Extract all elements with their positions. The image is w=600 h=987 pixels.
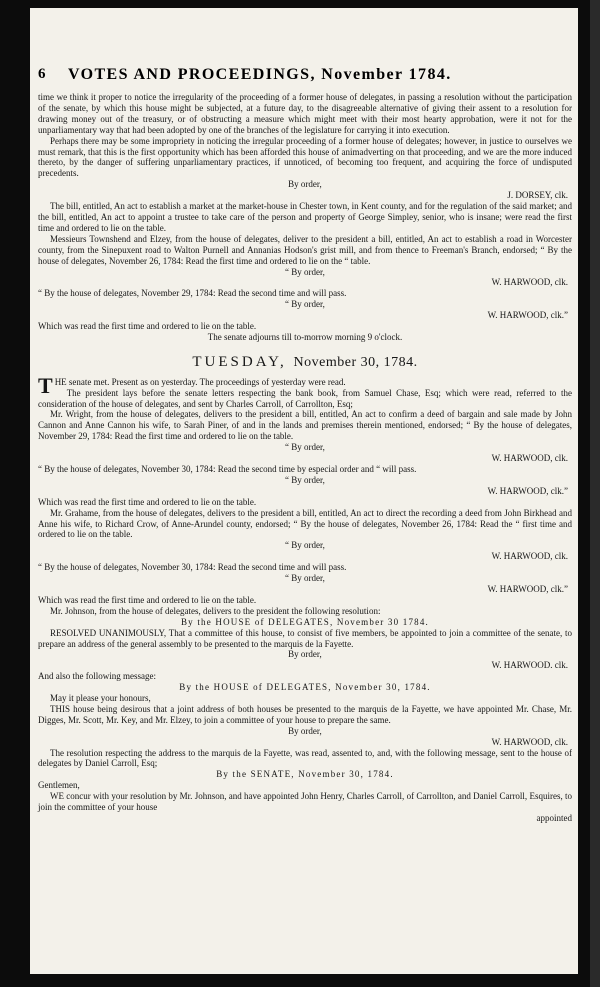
page-body bbox=[38, 92, 572, 824]
senate-heading: By the SENATE, November 30, 1784. bbox=[216, 769, 394, 780]
document-page bbox=[30, 8, 578, 974]
house-heading: By the HOUSE of DELEGATES, November 30 1784. bbox=[180, 616, 430, 627]
paragraph: The bill, entitled, An act to establish a market at the market-house in Chester town, in Kent county, and for the regulation of the said market; and the bill, entitled, An act to appoint a trustee to take care of the person and property of George Simpley, senior, who is insane; were read the first time and ordered to lie on the table. bbox=[38, 201, 572, 233]
paragraph: Perhaps there may be some impropriety in noticing the irregular proceeding of a former house of delegates; however, in justice to ourselves we must remark, that this is the first opportunity which has been afforded this house of animadverting on that proceeding, and we are the more induced thereto, by the danger of suffering unparliamentary practices, if unnoticed, of becoming too frequent, and acquiring the force of undisputed precedents. bbox=[38, 135, 572, 179]
drop-cap: T bbox=[38, 372, 53, 398]
by-order-line: By order, bbox=[288, 179, 322, 190]
by-order-line: “ By order, bbox=[285, 442, 325, 453]
paragraph: Mr. Johnson, from the house of delegates, delivers to the president the following resolution: bbox=[50, 605, 381, 616]
by-order-line: By order, bbox=[288, 649, 322, 660]
paragraph: “ By the house of delegates, November 30, 1784: Read the second time by especial order and “ will pass. bbox=[38, 464, 417, 474]
adjournment-line: The senate adjourns till to-morrow morning 9 o'clock. bbox=[207, 331, 403, 342]
house-heading: By the HOUSE of DELEGATES, November 30, 1784. bbox=[179, 682, 431, 693]
paragraph-text: HE senate met. Present as on yesterday. The proceedings of yesterday were read. bbox=[54, 376, 346, 387]
running-header bbox=[38, 64, 572, 88]
day-date: November 30, 1784. bbox=[293, 354, 418, 370]
by-order-line: “ By order, bbox=[285, 266, 325, 277]
paragraph: Which was read the first time and ordered to lie on the table. bbox=[38, 496, 257, 507]
paragraph: Mr. Grahame, from the house of delegates, delivers to the president a bill, entitled, An act to direct the recording a deed from John Birkhead and Anne his wife, to Richard Crow, of Anne-Arundel county, endorsed; “ By the house of delegates, November 26, 1784: Read the “ first time and ordered to lie on the table. bbox=[38, 507, 572, 540]
paragraph: “ By the house of delegates, November 29, 1784: Read the second time and will pass. bbox=[38, 288, 347, 299]
paragraph: Which was read the first time and ordered to lie on the table. bbox=[38, 321, 257, 332]
clerk-signature: J. DORSEY, clk. bbox=[507, 190, 568, 201]
day-name: TUESDAY, bbox=[192, 353, 287, 370]
paragraph: And also the following message: bbox=[38, 671, 156, 682]
running-title: VOTES AND PROCEEDINGS, November 1784. bbox=[68, 66, 452, 83]
catchword: appointed bbox=[536, 813, 572, 823]
paragraph: The resolution respecting the address to the marquis de la Fayette, was read, assented to, and, with the following message, sent to the house of delegates by Daniel Carroll, Esq; bbox=[38, 747, 572, 769]
clerk-signature: W. HARWOOD, clk. bbox=[491, 453, 568, 464]
salutation: May it please your honours, bbox=[50, 693, 151, 704]
paragraph: time we think it proper to notice the irregularity of the proceeding of a former house of delegates, in passing a resolution without the participation of the senate, by which this house might be subjected, at a future day, to the disagreeable alternative of giving their assent to a resolution for drawing money out of the treasury, or of obstructing a measure which might meet with their most hearty approbation, were it not for the unparliamentary way that had been adopted by one of the branches of the legislature for carrying it into execution. bbox=[38, 92, 572, 135]
paragraph: “ By the house of delegates, November 30, 1784: Read the second time and will pass. bbox=[38, 562, 347, 573]
clerk-signature: W. HARWOOD, clk. bbox=[491, 551, 568, 562]
clerk-signature: W. HARWOOD, clk.” bbox=[487, 583, 568, 594]
by-order-line: “ By order, bbox=[285, 573, 325, 584]
paragraph: Mr. Wright, from the house of delegates, delivers to the president a bill, entitled, An act to confirm a deed of bargain and sale made by John Cannon and Anne Cannon his wife, to Sarah Piner, of and in the lands and premises therein mentioned, endorsed; “ By the house of delegates, November 29, 1784: Read the first time and ordered to lie on the table. bbox=[38, 409, 572, 442]
clerk-signature: W. HARWOOD, clk.” bbox=[487, 485, 568, 496]
paragraph: The president lays before the senate letters respecting the bank book, from Samuel Chase, Esq; which were read, referred to the consideration of the house of delegates, and sent by Charles Carroll, of Carrollton, Esq; bbox=[38, 387, 572, 409]
clerk-signature: W. HARWOOD, clk. bbox=[491, 736, 568, 747]
paragraph: Which was read the first time and ordered to lie on the table. bbox=[38, 594, 257, 605]
resolution-text: RESOLVED UNANIMOUSLY, That a committee of this house, to consist of five members, be appointed to join a committee of the senate, to prepare an address of the general assembly to be presented to the marquis de la Fayette. bbox=[38, 627, 572, 649]
clerk-signature: W. HARWOOD, clk.” bbox=[487, 310, 568, 321]
salutation: Gentlemen, bbox=[38, 780, 80, 791]
paragraph: Messieurs Townshend and Elzey, from the house of delegates, deliver to the president a bill, entitled, An act to establish a road in Worcester county, from the Sinepuxent road to Walton Purnell and Annanias Hodson's grist mill, and from thence to Freeman's Branch, endorsed; “ By the house of delegates, November 26, 1784: Read the first time and ordered to lie on the “ table. bbox=[38, 233, 572, 266]
clerk-signature: W. HARWOOD. clk. bbox=[491, 660, 568, 671]
by-order-line: By order, bbox=[288, 725, 322, 736]
message-text: THIS house being desirous that a joint address of both houses be presented to the marquis de la Fayette, we have appointed Mr. Chase, Mr. Digges, Mr. Scott, Mr. Key, and Mr. Elzey, to join a committee of your house to prepare the same. bbox=[38, 703, 572, 725]
page-number: 6 bbox=[38, 66, 46, 82]
scan-edge bbox=[590, 0, 600, 987]
day-heading bbox=[38, 353, 572, 370]
message-text: WE concur with your resolution by Mr. Johnson, and have appointed John Henry, Charles Carroll, of Carrollton, and Daniel Carroll, Esquires, to join the committee of your house bbox=[38, 791, 572, 813]
by-order-line: “ By order, bbox=[285, 540, 325, 551]
clerk-signature: W. HARWOOD, clk. bbox=[491, 277, 568, 288]
by-order-line: “ By order, bbox=[285, 474, 325, 485]
by-order-line: “ By order, bbox=[285, 299, 325, 310]
